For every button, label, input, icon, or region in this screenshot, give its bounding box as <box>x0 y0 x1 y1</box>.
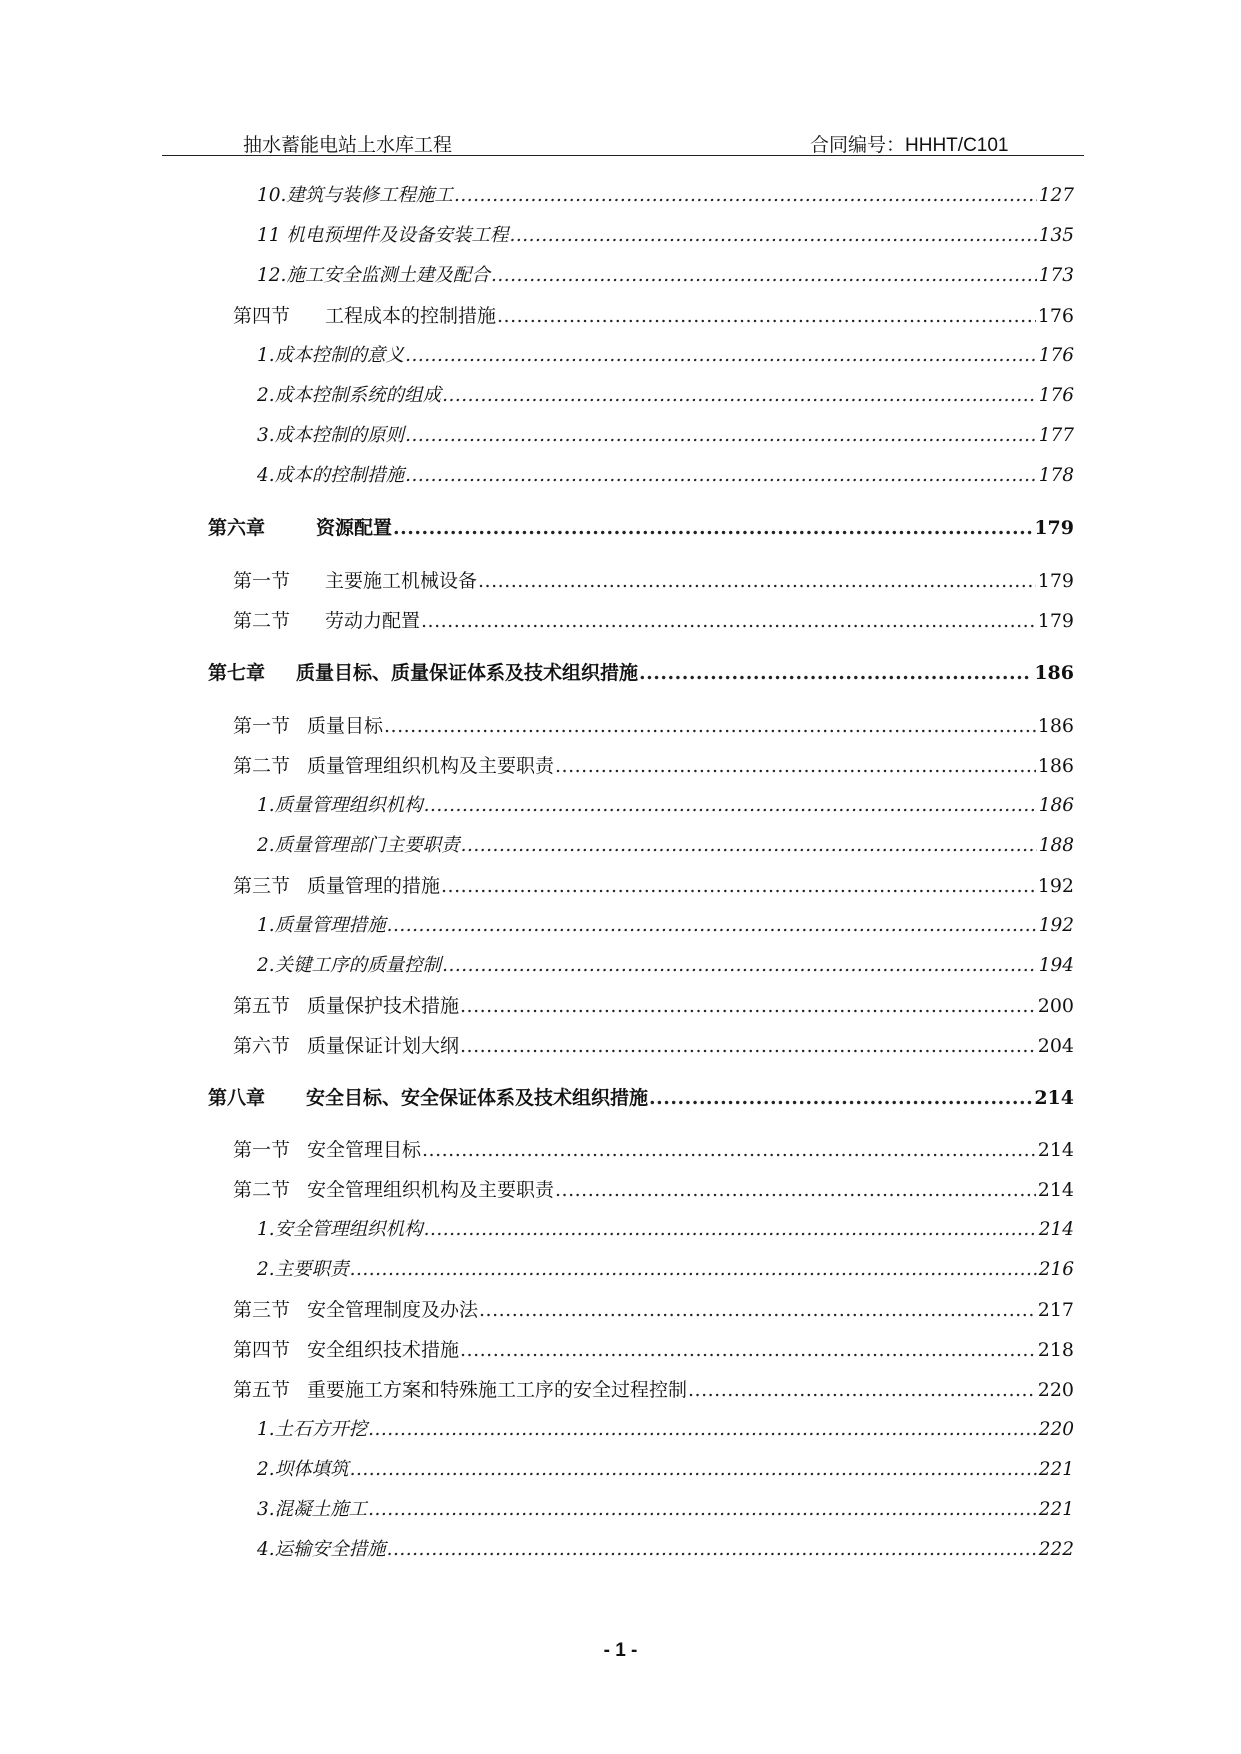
toc-entry-title: 1.土石方开挖 <box>257 1419 368 1440</box>
dot-leader <box>350 1459 1037 1480</box>
toc-entry[interactable] <box>257 911 1074 937</box>
toc-page-number: 188 <box>1038 835 1074 856</box>
dot-leader <box>509 225 1036 246</box>
dot-leader <box>421 610 1036 632</box>
toc-page-number: 214 <box>1038 1219 1074 1240</box>
toc-entry-title: 资源配置 <box>316 517 393 539</box>
toc-page-number: 204 <box>1037 1035 1074 1057</box>
toc-entry[interactable] <box>233 1031 1074 1058</box>
section-number: 第一节 <box>233 715 291 737</box>
toc-entry-label <box>257 421 404 447</box>
toc-entry-label <box>233 1031 459 1058</box>
dot-leader <box>478 570 1036 592</box>
toc-page-number: 217 <box>1037 1299 1074 1321</box>
dot-leader <box>460 1339 1036 1361</box>
toc-entry-title: 1.质量管理措施 <box>257 915 386 936</box>
toc-entry-label <box>257 461 404 487</box>
toc-entry-label <box>257 381 441 407</box>
toc-entry[interactable] <box>233 751 1074 778</box>
toc-page-number: 179 <box>1037 610 1074 632</box>
dot-leader <box>384 715 1036 737</box>
toc-entry[interactable] <box>233 711 1074 738</box>
toc-page-number: 176 <box>1038 385 1074 406</box>
toc-entry-label <box>257 181 453 207</box>
page-number-footer: - 1 - <box>603 1640 638 1661</box>
toc-entry[interactable] <box>233 1295 1074 1322</box>
toc-page-number: 214 <box>1037 1139 1074 1161</box>
toc-entry[interactable] <box>208 658 1074 685</box>
toc-page-number: 194 <box>1038 955 1074 976</box>
toc-entry-title: 2.成本控制系统的组成 <box>257 385 442 406</box>
section-number: 第五节 <box>233 1379 291 1401</box>
toc-entry-label <box>233 711 383 738</box>
toc-entry-label <box>233 566 477 593</box>
toc-entry[interactable] <box>257 831 1074 857</box>
toc-entry-title: 安全管理目标 <box>307 1139 422 1161</box>
section-number: 第四节 <box>233 1339 291 1361</box>
dot-leader <box>649 1087 1032 1109</box>
section-number: 第五节 <box>233 995 291 1017</box>
toc-entry-title: 质量目标、质量保证体系及技术组织措施 <box>296 662 639 684</box>
toc-entry-title: 2.关键工序的质量控制 <box>257 955 442 976</box>
toc-entry[interactable] <box>257 261 1074 287</box>
toc-entry[interactable] <box>233 991 1074 1018</box>
toc-page-number: 192 <box>1038 915 1074 936</box>
dot-leader <box>639 662 1032 684</box>
toc-entry-title: 安全组织技术措施 <box>307 1339 460 1361</box>
toc-entry[interactable] <box>233 871 1074 898</box>
toc-page-number: 192 <box>1037 875 1074 897</box>
dot-leader <box>460 1035 1036 1057</box>
toc-entry[interactable] <box>257 1255 1074 1281</box>
toc-entry-label <box>257 951 441 977</box>
dot-leader <box>555 755 1036 777</box>
toc-entry-title: 安全管理组织机构及主要职责 <box>307 1179 555 1201</box>
section-number: 第二节 <box>233 755 291 777</box>
toc-page-number: 214 <box>1037 1179 1074 1201</box>
toc-page-number: 214 <box>1034 1087 1074 1109</box>
section-number: 第三节 <box>233 1299 291 1321</box>
toc-entry-title: 质量管理组织机构及主要职责 <box>307 755 555 777</box>
dot-leader <box>441 875 1036 897</box>
toc-entry-label <box>233 991 459 1018</box>
toc-page-number: 177 <box>1038 425 1074 446</box>
toc-entry-title: 重要施工方案和特殊施工工序的安全过程控制 <box>307 1379 688 1401</box>
toc-entry-label <box>233 1175 554 1202</box>
toc-entry-title: 安全目标、安全保证体系及技术组织措施 <box>306 1087 649 1109</box>
toc-entry[interactable] <box>257 1535 1074 1561</box>
toc-page-number: 176 <box>1037 305 1074 327</box>
section-number: 第一节 <box>233 570 291 592</box>
toc-entry-label <box>257 911 386 937</box>
toc-entry[interactable] <box>257 1495 1074 1521</box>
toc-entry[interactable] <box>257 461 1074 487</box>
toc-entry-title: 质量管理的措施 <box>307 875 441 897</box>
toc-page-number: 220 <box>1038 1419 1074 1440</box>
dot-leader <box>368 1419 1037 1440</box>
toc-entry-title: 1.安全管理组织机构 <box>257 1219 423 1240</box>
toc-entry-title: 2.坝体填筑 <box>257 1459 349 1480</box>
toc-entry-title: 工程成本的控制措施 <box>325 305 497 327</box>
toc-entry[interactable] <box>233 1335 1074 1362</box>
toc-entry-label <box>233 1135 421 1162</box>
dot-leader <box>424 795 1037 816</box>
toc-entry-label <box>257 1415 367 1441</box>
dot-leader <box>424 1219 1037 1240</box>
toc-entry-title: 12.施工安全监测土建及配合 <box>257 265 490 286</box>
toc-entry-title: 10.建筑与装修工程施工 <box>257 185 453 206</box>
toc-entry[interactable] <box>233 566 1074 593</box>
toc-entry-label <box>208 513 392 540</box>
dot-leader <box>350 1259 1037 1280</box>
section-number: 第二节 <box>233 610 291 632</box>
toc-entry-title: 质量目标 <box>307 715 384 737</box>
project-title: 抽水蓄能电站上水库工程 <box>243 134 453 156</box>
toc-page-number: 218 <box>1037 1339 1074 1361</box>
toc-page-number: 179 <box>1037 570 1074 592</box>
toc-entry-title: 劳动力配置 <box>325 610 421 632</box>
dot-leader <box>405 425 1037 446</box>
toc-entry[interactable] <box>257 1415 1074 1441</box>
toc-page-number: 135 <box>1038 225 1074 246</box>
toc-entry[interactable] <box>233 301 1074 328</box>
dot-leader <box>393 517 1032 539</box>
toc-entry[interactable] <box>257 181 1074 207</box>
toc-entry-label <box>208 658 638 685</box>
toc-entry-label <box>233 606 420 633</box>
toc-page-number: 220 <box>1037 1379 1074 1401</box>
toc-entry[interactable] <box>208 513 1074 540</box>
toc-entry-label <box>257 261 490 287</box>
toc-entry[interactable] <box>257 1215 1074 1241</box>
toc-page-number: 216 <box>1038 1259 1074 1280</box>
chapter-number: 第七章 <box>208 662 266 684</box>
toc-page-number: 221 <box>1038 1499 1074 1520</box>
section-number: 第四节 <box>233 305 291 327</box>
toc-page-number: 186 <box>1037 755 1074 777</box>
toc-page-number: 222 <box>1038 1539 1074 1560</box>
toc-entry-title: 质量保护技术措施 <box>307 995 460 1017</box>
section-number: 第三节 <box>233 875 291 897</box>
toc-page-number: 186 <box>1034 662 1074 684</box>
toc-page-number: 221 <box>1038 1459 1074 1480</box>
toc-entry-label <box>233 751 554 778</box>
toc-entry-label <box>233 1375 687 1402</box>
toc-entry-label <box>257 341 404 367</box>
toc-entry[interactable] <box>257 221 1074 247</box>
toc-entry[interactable] <box>233 606 1074 633</box>
dot-leader <box>387 915 1037 936</box>
toc-entry-title: 3.混凝土施工 <box>257 1499 368 1520</box>
toc-entry-label <box>233 301 496 328</box>
dot-leader <box>368 1499 1037 1520</box>
toc-entry-label <box>257 1455 349 1481</box>
toc-entry-title: 4.运输安全措施 <box>257 1539 386 1560</box>
toc-entry-label <box>257 1255 349 1281</box>
contract-number-label: 合同编号： <box>810 134 906 156</box>
toc-page-number: 176 <box>1038 345 1074 366</box>
toc-entry[interactable] <box>257 341 1074 367</box>
toc-entry-label <box>257 221 508 247</box>
toc-entry[interactable] <box>257 791 1074 817</box>
chapter-number: 第八章 <box>208 1087 266 1109</box>
toc-page-number: 127 <box>1038 185 1074 206</box>
toc-page-number: 173 <box>1038 265 1074 286</box>
toc-entry-title: 4.成本的控制措施 <box>257 465 405 486</box>
toc-page-number: 186 <box>1038 795 1074 816</box>
dot-leader <box>442 955 1037 976</box>
toc-entry-label <box>257 791 423 817</box>
toc-entry-label <box>233 1295 478 1322</box>
toc-entry-title: 质量保证计划大纲 <box>307 1035 460 1057</box>
section-number: 第六节 <box>233 1035 291 1057</box>
toc-entry[interactable] <box>257 381 1074 407</box>
toc-entry-title: 1.成本控制的意义 <box>257 345 405 366</box>
toc-entry[interactable] <box>233 1375 1074 1402</box>
section-number: 第一节 <box>233 1139 291 1161</box>
toc-page-number: 179 <box>1034 517 1074 539</box>
dot-leader <box>479 1299 1036 1321</box>
toc-entry-label <box>233 871 440 898</box>
dot-leader <box>491 265 1037 286</box>
dot-leader <box>387 1539 1037 1560</box>
toc-page-number: 178 <box>1038 465 1074 486</box>
toc-entry-label <box>257 831 460 857</box>
chapter-number: 第六章 <box>208 517 266 539</box>
toc-page-number: 200 <box>1037 995 1074 1017</box>
toc-entry[interactable] <box>257 951 1074 977</box>
toc-entry-label <box>208 1083 648 1110</box>
toc-entry-label <box>257 1215 423 1241</box>
toc-entry[interactable] <box>257 1455 1074 1481</box>
toc-page-number: 186 <box>1037 715 1074 737</box>
toc-entry-label <box>233 1335 459 1362</box>
dot-leader <box>442 385 1037 406</box>
dot-leader <box>405 465 1037 486</box>
dot-leader <box>497 305 1036 327</box>
toc-entry[interactable] <box>257 421 1074 447</box>
toc-entry-title: 2.主要职责 <box>257 1259 349 1280</box>
toc-entry-title: 11 机电预埋件及设备安装工程 <box>257 225 509 246</box>
toc-entry-label <box>257 1535 386 1561</box>
toc-entry[interactable] <box>233 1175 1074 1202</box>
toc-entry-title: 安全管理制度及办法 <box>307 1299 479 1321</box>
toc-entry-label <box>257 1495 367 1521</box>
toc-entry-title: 3.成本控制的原则 <box>257 425 405 446</box>
contract-number-code: HHHT/C101 <box>905 135 1009 156</box>
dot-leader <box>461 835 1037 856</box>
toc-entry-title: 主要施工机械设备 <box>325 570 478 592</box>
toc-entry[interactable] <box>233 1135 1074 1162</box>
toc-entry-title: 2.质量管理部门主要职责 <box>257 835 460 856</box>
toc-entry[interactable] <box>208 1083 1074 1110</box>
dot-leader <box>555 1179 1036 1201</box>
dot-leader <box>422 1139 1036 1161</box>
dot-leader <box>688 1379 1036 1401</box>
dot-leader <box>460 995 1036 1017</box>
dot-leader <box>454 185 1037 206</box>
dot-leader <box>405 345 1037 366</box>
toc-entry-title: 1.质量管理组织机构 <box>257 795 423 816</box>
section-number: 第二节 <box>233 1179 291 1201</box>
